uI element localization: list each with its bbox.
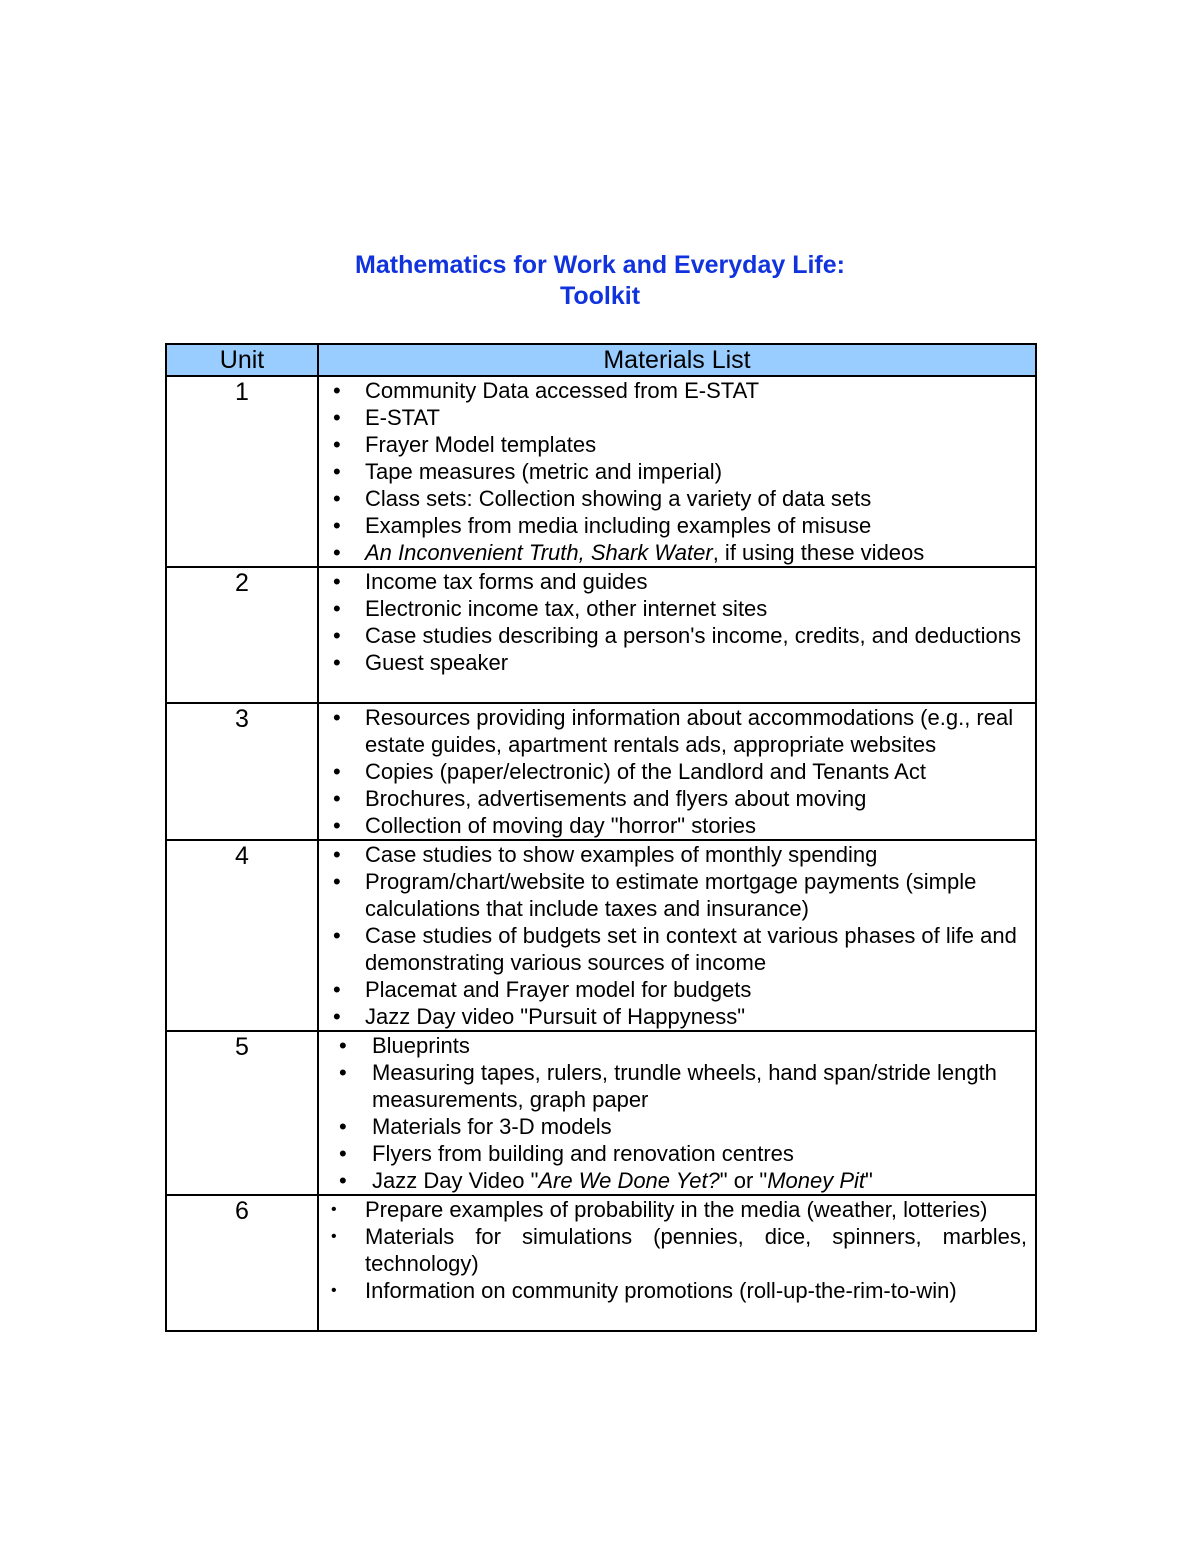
table-row	[166, 567, 1036, 703]
list-item: • Case studies describing a person's income, credits, and deductions	[319, 622, 1035, 649]
list-item	[319, 1167, 1035, 1194]
list-item-text: Jazz Day Video "	[372, 1168, 539, 1193]
video-title: Are We Done Yet?	[538, 1168, 720, 1193]
list-item: • Guest speaker	[319, 649, 1035, 676]
list-item-text: " or "	[719, 1168, 768, 1193]
list-item: • Measuring tapes, rulers, trundle wheels, hand span/stride length measurements, graph paper	[319, 1059, 1035, 1113]
list-item	[319, 539, 1035, 566]
materials-table	[165, 343, 1037, 1332]
list-item: • Flyers from building and renovation centres	[319, 1140, 1035, 1167]
unit-number: 5	[166, 1031, 318, 1195]
materials-list	[319, 841, 1035, 1030]
video-titles: An Inconvenient Truth, Shark Water	[365, 540, 713, 565]
list-item: • Materials for simulations (pennies, dice, spinners, marbles, technology)	[319, 1223, 1035, 1277]
list-item: • E-STAT	[319, 404, 1035, 431]
materials-cell	[318, 703, 1036, 840]
list-item: • Information on community promotions (roll-up-the-rim-to-win)	[319, 1277, 1035, 1304]
table-row	[166, 1031, 1036, 1195]
list-item: • Class sets: Collection showing a variety of data sets	[319, 485, 1035, 512]
video-title: Money Pit	[767, 1168, 866, 1193]
page-subtitle: Toolkit	[559, 282, 641, 310]
list-item-text: "	[865, 1168, 873, 1193]
table-row	[166, 840, 1036, 1031]
unit-number: 3	[166, 703, 318, 840]
list-item: • Program/chart/website to estimate mortgage payments (simple calculations that include taxes and insurance)	[319, 868, 1035, 922]
list-item: • Tape measures (metric and imperial)	[319, 458, 1035, 485]
materials-list	[319, 377, 1035, 566]
materials-list	[319, 1196, 1035, 1304]
list-item: • Prepare examples of probability in the media (weather, lotteries)	[319, 1196, 1035, 1223]
materials-list	[319, 568, 1035, 676]
list-item: • Examples from media including examples of misuse	[319, 512, 1035, 539]
list-item: • Jazz Day video "Pursuit of Happyness"	[319, 1003, 1035, 1030]
list-item: • Electronic income tax, other internet sites	[319, 595, 1035, 622]
unit-number: 2	[166, 567, 318, 703]
list-item: • Frayer Model templates	[319, 431, 1035, 458]
materials-cell	[318, 1195, 1036, 1331]
table-row	[166, 376, 1036, 567]
materials-list	[319, 704, 1035, 839]
table-header-row	[166, 344, 1036, 376]
list-item: • Brochures, advertisements and flyers about moving	[319, 785, 1035, 812]
list-item: • Collection of moving day "horror" stories	[319, 812, 1035, 839]
unit-column-header: Unit	[166, 344, 318, 376]
materials-column-header: Materials List	[318, 344, 1036, 376]
materials-cell	[318, 1031, 1036, 1195]
list-item: • Community Data accessed from E-STAT	[319, 377, 1035, 404]
list-item: • Case studies to show examples of monthly spending	[319, 841, 1035, 868]
list-item: • Materials for 3-D models	[319, 1113, 1035, 1140]
table-row	[166, 703, 1036, 840]
list-item: • Case studies of budgets set in context at various phases of life and demonstrating various sources of income	[319, 922, 1035, 976]
unit-number: 1	[166, 376, 318, 567]
materials-cell	[318, 376, 1036, 567]
list-item: • Income tax forms and guides	[319, 568, 1035, 595]
materials-cell	[318, 840, 1036, 1031]
materials-cell	[318, 567, 1036, 703]
list-item: • Resources providing information about accommodations (e.g., real estate guides, apartment rentals ads, appropriate websites	[319, 704, 1035, 758]
list-item-text: , if using these videos	[712, 540, 925, 565]
unit-number: 6	[166, 1195, 318, 1331]
page-title: Mathematics for Work and Everyday Life:	[355, 251, 845, 279]
materials-list	[319, 1032, 1035, 1194]
unit-number: 4	[166, 840, 318, 1031]
list-item: • Blueprints	[319, 1032, 1035, 1059]
list-item: • Placemat and Frayer model for budgets	[319, 976, 1035, 1003]
list-item: • Copies (paper/electronic) of the Landlord and Tenants Act	[319, 758, 1035, 785]
table-row	[166, 1195, 1036, 1331]
